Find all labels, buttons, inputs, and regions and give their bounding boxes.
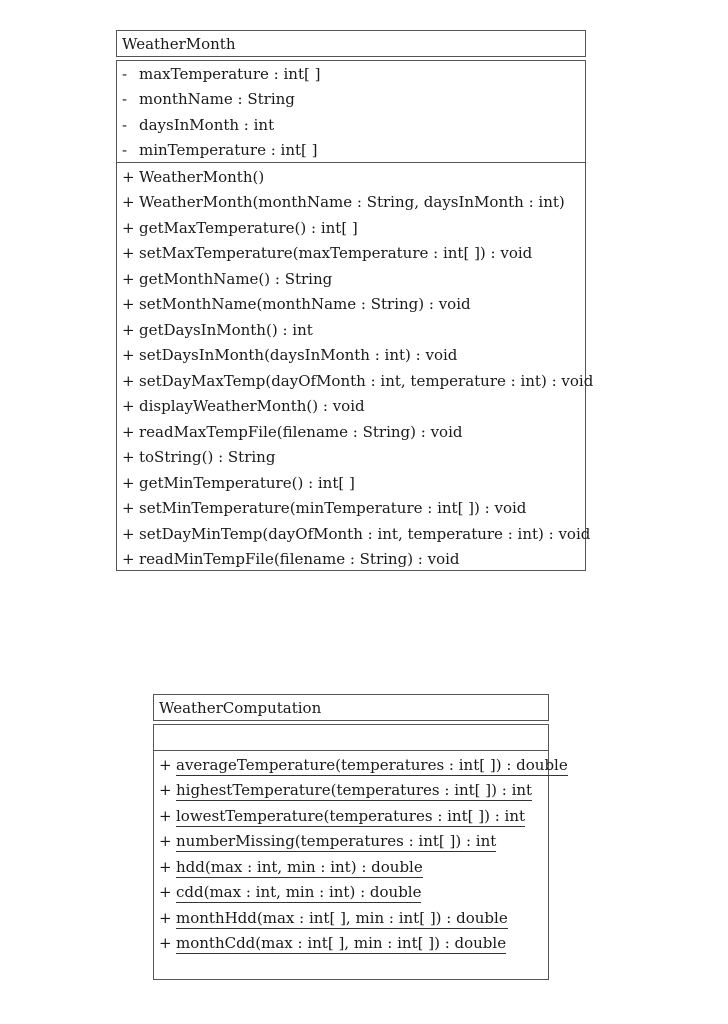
operation-text: WeatherMonth() [139,168,265,186]
class-name-box [116,30,586,57]
operation-text: getMonthName() : String [139,270,333,288]
attributes-compartment [153,724,549,751]
operation-text: setMonthName(monthName : String) : void [139,295,471,313]
operation [117,345,457,365]
operation-text: cdd(max : int, min : int) : double [176,883,422,901]
attribute-text: minTemperature : int[ ] [139,141,318,159]
operation [154,882,421,902]
visibility-public: + [122,346,135,364]
operation-text: toString() : String [139,448,276,466]
operation-text: lowestTemperature(temperatures : int[ ]) : int [176,807,526,825]
operation [154,857,423,877]
operations-compartment [153,750,568,980]
class-name: WeatherMonth [122,35,236,53]
visibility-public: + [122,423,135,441]
visibility-public: + [122,219,135,237]
operation-text: highestTemperature(temperatures : int[ ]) : int [176,781,533,799]
attribute [117,140,318,160]
attribute-text: maxTemperature : int[ ] [139,65,321,83]
operation-text: readMinTempFile(filename : String) : void [139,550,460,568]
class-name: WeatherComputation [159,699,322,717]
visibility-public: + [122,295,135,313]
visibility-public: + [122,244,135,262]
operation [117,447,275,467]
operation [117,498,526,518]
visibility-public: + [159,832,172,850]
operation-text: displayWeatherMonth() : void [139,397,365,415]
operation [117,473,355,493]
visibility-public: + [159,883,172,901]
operation-text: setMaxTemperature(maxTemperature : int[ ]) : void [139,244,533,262]
operation-text: numberMissing(temperatures : int[ ]) : int [176,832,497,850]
attribute [117,115,274,135]
operation [117,218,358,238]
attribute-text: daysInMonth : int [139,116,275,134]
operation [117,192,565,212]
visibility-public: + [122,448,135,466]
operation [117,422,462,442]
operation-text: setDayMaxTemp(dayOfMonth : int, temperature : int) : void [139,372,594,390]
attribute-text: monthName : String [139,90,295,108]
operation-text: monthCdd(max : int[ ], min : int[ ]) : double [176,934,507,952]
operation [154,806,525,826]
operation-text: setDayMinTemp(dayOfMonth : int, temperature : int) : void [139,525,591,543]
operation [154,831,496,851]
operation [154,908,508,928]
operation-text: setMinTemperature(minTemperature : int[ ]) : void [139,499,527,517]
operation [117,243,532,263]
operation-text: getDaysInMonth() : int [139,321,313,339]
operation [154,755,568,775]
visibility-public: + [159,781,172,799]
operation-text: averageTemperature(temperatures : int[ ]) : double [176,756,568,774]
operation [117,269,332,289]
operation [117,524,590,544]
operation-text: WeatherMonth(monthName : String, daysInMonth : int) [139,193,565,211]
visibility-public: + [122,474,135,492]
attributes-compartment [116,60,586,163]
operation [154,780,532,800]
visibility-private: - [122,141,128,159]
visibility-public: + [122,499,135,517]
visibility-public: + [122,193,135,211]
operation-text: hdd(max : int, min : int) : double [176,858,423,876]
operation [117,371,593,391]
operation [117,167,264,187]
visibility-public: + [159,934,172,952]
attribute [117,89,295,109]
operation [117,396,365,416]
operation [117,549,460,569]
operation-text: getMinTemperature() : int[ ] [139,474,355,492]
operation [117,320,313,340]
visibility-public: + [122,397,135,415]
visibility-public: + [159,858,172,876]
operation [154,933,506,953]
visibility-public: + [159,909,172,927]
visibility-public: + [122,525,135,543]
visibility-public: + [122,550,135,568]
visibility-private: - [122,116,128,134]
visibility-public: + [122,372,135,390]
attribute [117,64,320,84]
class-name-box [153,694,549,721]
operation-text: getMaxTemperature() : int[ ] [139,219,358,237]
visibility-public: + [122,168,135,186]
visibility-public: + [159,807,172,825]
operation-text: monthHdd(max : int[ ], min : int[ ]) : double [176,909,508,927]
operation [117,294,471,314]
visibility-public: + [122,321,135,339]
operation-text: setDaysInMonth(daysInMonth : int) : void [139,346,458,364]
visibility-private: - [122,65,128,83]
visibility-private: - [122,90,128,108]
operation-text: readMaxTempFile(filename : String) : void [139,423,463,441]
visibility-public: + [122,270,135,288]
visibility-public: + [159,756,172,774]
operations-compartment [116,162,594,571]
